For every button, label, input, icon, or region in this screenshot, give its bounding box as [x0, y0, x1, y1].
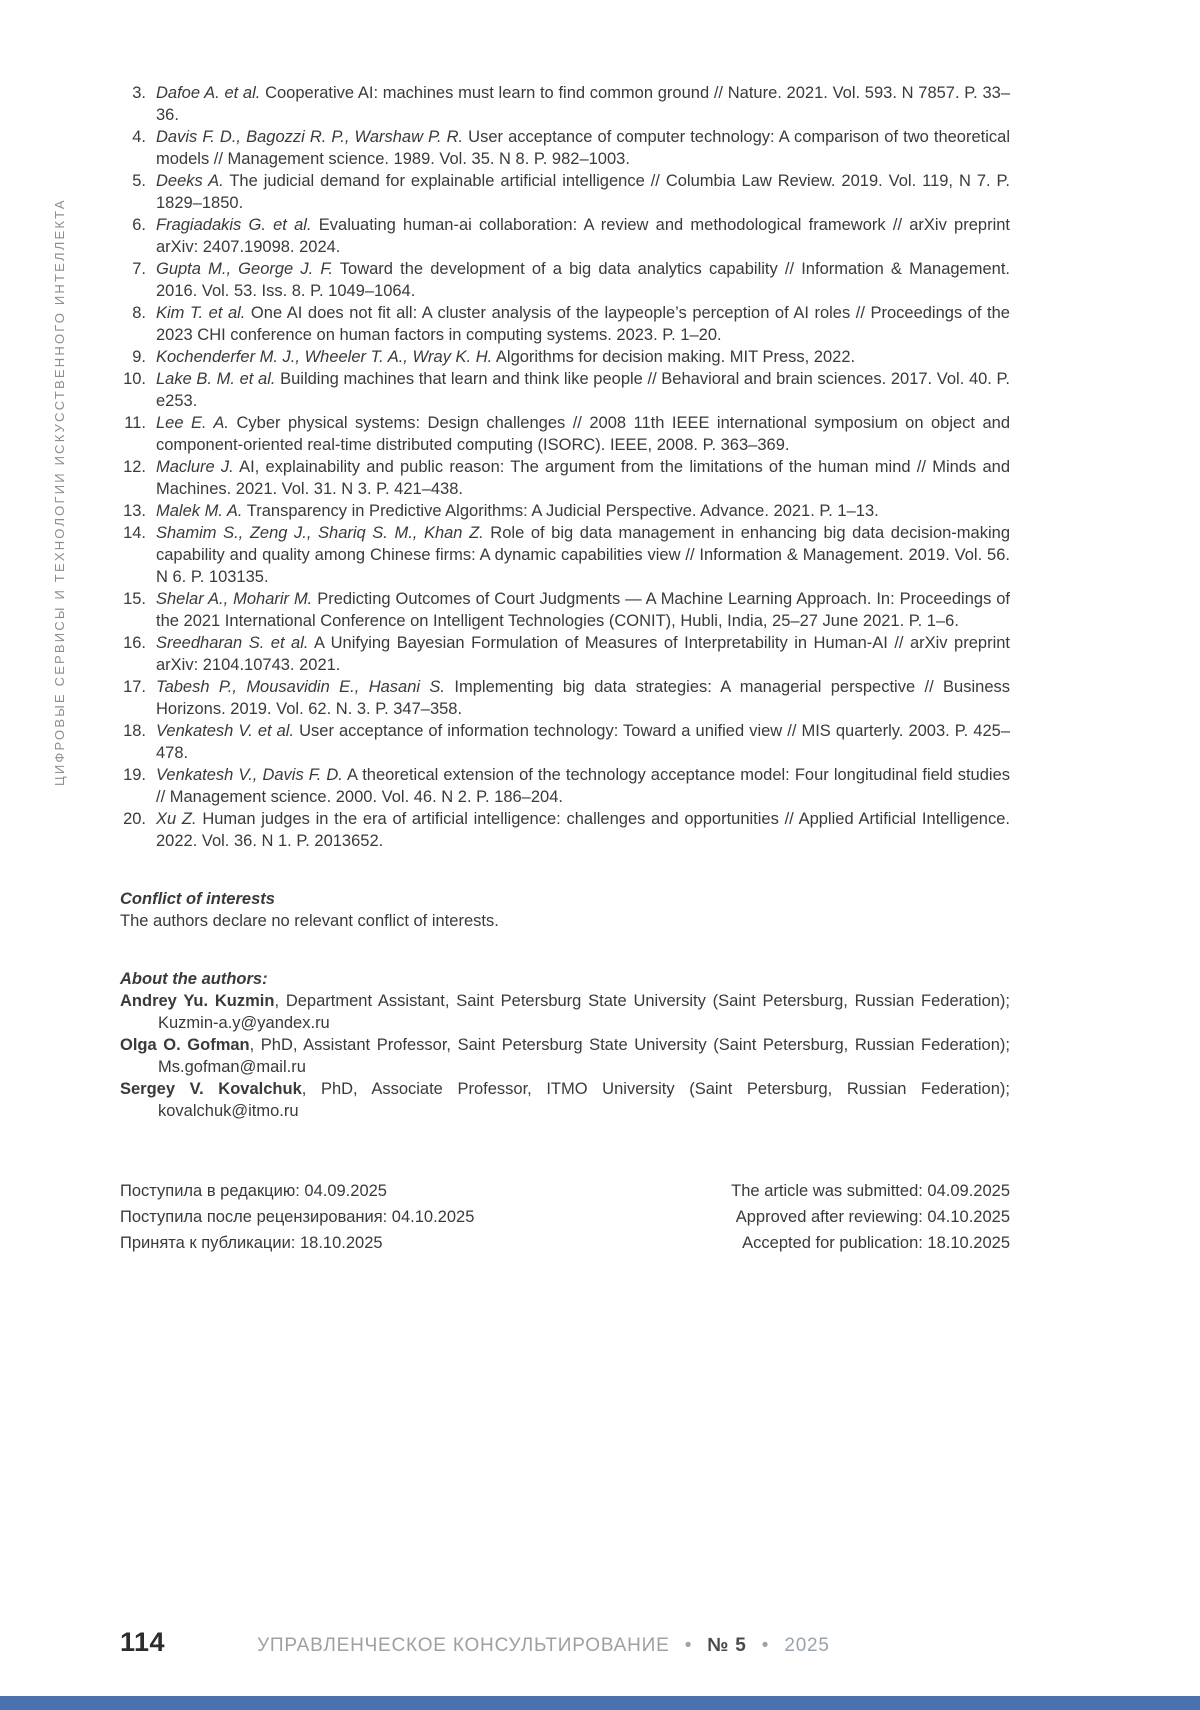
- reference-text: Cyber physical systems: Design challenges // 2008 11th IEEE international symposium on object and component-oriented real-time distributed computing (ISORC). IEEE, 2008. P. 363–369.: [156, 414, 1010, 454]
- reference-item: [120, 214, 1010, 258]
- reference-item: [120, 456, 1010, 500]
- reference-item: [120, 676, 1010, 720]
- reference-authors: Maclure J.: [156, 458, 234, 476]
- bottom-accent-bar: [0, 1696, 1200, 1710]
- reference-text: A Unifying Bayesian Formulation of Measures of Interpretability in Human-AI // arXiv preprint arXiv: 2104.10743. 2021.: [156, 634, 1010, 674]
- reference-body: [156, 632, 1010, 676]
- reference-authors: Deeks A.: [156, 172, 224, 190]
- reference-text: Human judges in the era of artificial intelligence: challenges and opportunities // Applied Artificial Intelligence. 2022. Vol. 36. N 1. P. 2013652.: [156, 810, 1010, 850]
- reference-item: [120, 588, 1010, 632]
- page-number: 114: [120, 1627, 166, 1657]
- reference-item: [120, 720, 1010, 764]
- reference-body: [156, 522, 1010, 588]
- conflict-of-interests-body: The authors declare no relevant conflict of interests.: [120, 912, 499, 930]
- reference-body: [156, 500, 1010, 522]
- reference-item: [120, 302, 1010, 346]
- reference-body: [156, 126, 1010, 170]
- reference-text: Cooperative AI: machines must learn to find common ground // Nature. 2021. Vol. 593. N 7857. P. 33–36.: [156, 84, 1010, 124]
- reference-body: [156, 170, 1010, 214]
- reference-body: [156, 764, 1010, 808]
- reference-authors: Davis F. D., Bagozzi R. P., Warshaw P. R.: [156, 128, 464, 146]
- date-line: Поступила после рецензирования: 04.10.2025: [120, 1208, 475, 1226]
- reference-authors: Malek M. A.: [156, 502, 243, 520]
- reference-text: A theoretical extension of the technology acceptance model: Four longitudinal field studies // Management science. 2000. Vol. 46. N 2. P. 186–204.: [156, 766, 1010, 806]
- reference-authors: Gupta M., George J. F.: [156, 260, 333, 278]
- reference-body: [156, 258, 1010, 302]
- page-footer: [120, 1627, 830, 1658]
- reference-text: User acceptance of computer technology: A comparison of two theoretical models // Management science. 1989. Vol. 35. N 8. P. 982–1003.: [156, 128, 1010, 168]
- reference-text: Evaluating human-ai collaboration: A review and methodological framework // arXiv preprint arXiv: 2407.19098. 2024.: [156, 216, 1010, 256]
- date-line: Принята к публикации: 18.10.2025: [120, 1234, 383, 1252]
- reference-text: Implementing big data strategies: A managerial perspective // Business Horizons. 2019. Vol. 62. N. 3. P. 347–358.: [156, 678, 1011, 718]
- reference-body: [156, 808, 1010, 852]
- reference-item: [120, 764, 1010, 808]
- reference-number: 5.: [132, 172, 146, 190]
- reference-authors: Kochenderfer M. J., Wheeler T. A., Wray K. H.: [156, 348, 493, 366]
- author-entry: [120, 1078, 1010, 1122]
- reference-text: User acceptance of information technology: Toward a unified view // MIS quarterly. 2003. P. 425–478.: [156, 722, 1010, 762]
- reference-authors: Lake B. M. et al.: [156, 370, 276, 388]
- reference-text: Toward the development of a big data analytics capability // Information & Management. 2016. Vol. 53. Iss. 8. P. 1049–1064.: [156, 260, 1010, 300]
- reference-body: [156, 214, 1010, 258]
- reference-item: [120, 82, 1010, 126]
- date-line: Accepted for publication: 18.10.2025: [742, 1234, 1010, 1252]
- reference-body: [156, 588, 1010, 632]
- reference-item: [120, 368, 1010, 412]
- dates-en-column: [731, 1178, 1010, 1256]
- reference-number: 14.: [123, 524, 146, 542]
- reference-item: [120, 126, 1010, 170]
- authors-list: [120, 990, 1010, 1122]
- journal-footer-line: [257, 1635, 830, 1657]
- reference-authors: Xu Z.: [156, 810, 197, 828]
- reference-number: 19.: [123, 766, 146, 784]
- submission-dates: [120, 1178, 1010, 1256]
- reference-body: [156, 676, 1010, 720]
- reference-number: 9.: [132, 348, 146, 366]
- reference-body: [156, 82, 1010, 126]
- author-entry: [120, 990, 1010, 1034]
- reference-authors: Tabesh P., Mousavidin E., Hasani S.: [156, 678, 446, 696]
- author-details: , PhD, Assistant Professor, Saint Petersburg State University (Saint Petersburg, Russian Federation); Ms.gofman@mail.ru: [158, 1036, 1010, 1076]
- reference-authors: Lee E. A.: [156, 414, 230, 432]
- reference-number: 4.: [132, 128, 146, 146]
- reference-number: 13.: [123, 502, 146, 520]
- reference-item: [120, 500, 1010, 522]
- reference-item: [120, 808, 1010, 852]
- reference-text: One AI does not fit all: A cluster analysis of the laypeople’s perception of AI roles // Proceedings of the 2023 CHI conference on human factors in computing systems. 2023. P. 1–20.: [156, 304, 1010, 344]
- reference-number: 16.: [123, 634, 146, 652]
- reference-number: 17.: [123, 678, 146, 696]
- reference-number: 15.: [123, 590, 146, 608]
- journal-year: 2025: [784, 1635, 830, 1656]
- reference-authors: Sreedharan S. et al.: [156, 634, 309, 652]
- journal-issue-number: № 5: [707, 1635, 747, 1656]
- reference-number: 12.: [123, 458, 146, 476]
- reference-number: 6.: [132, 216, 146, 234]
- author-details: , PhD, Associate Professor, ITMO University (Saint Petersburg, Russian Federation); kovalchuk@itmo.ru: [158, 1080, 1010, 1120]
- reference-authors: Dafoe A. et al.: [156, 84, 261, 102]
- journal-title: УПРАВЛЕНЧЕСКОЕ КОНСУЛЬТИРОВАНИЕ: [257, 1635, 670, 1656]
- reference-text: Transparency in Predictive Algorithms: A Judicial Perspective. Advance. 2021. P. 1–13.: [242, 502, 879, 520]
- reference-number: 10.: [123, 370, 146, 388]
- reference-text: The judicial demand for explainable artificial intelligence // Columbia Law Review. 2019. Vol. 119, N 7. P. 1829–1850.: [156, 172, 1010, 212]
- reference-body: [156, 302, 1010, 346]
- reference-number: 20.: [123, 810, 146, 828]
- dates-ru-column: [120, 1178, 474, 1256]
- page-content: [120, 82, 1010, 1256]
- reference-item: [120, 258, 1010, 302]
- reference-item: [120, 632, 1010, 676]
- reference-authors: Venkatesh V., Davis F. D.: [156, 766, 343, 784]
- section-vertical-label: ЦИФРОВЫЕ СЕРВИСЫ И ТЕХНОЛОГИИ ИСКУССТВЕННОГО ИНТЕЛЛЕКТА: [52, 198, 67, 786]
- reference-item: [120, 412, 1010, 456]
- footer-bullet: •: [761, 1635, 770, 1656]
- author-name: Olga O. Gofman: [120, 1036, 250, 1054]
- reference-authors: Shamim S., Zeng J., Shariq S. M., Khan Z.: [156, 524, 484, 542]
- about-authors-heading: About the authors:: [120, 970, 268, 988]
- reference-text: Predicting Outcomes of Court Judgments — A Machine Learning Approach. In: Proceedings of the 2021 International Conference on Intelligent Technologies (CONIT), Hubli, India, 25–27 June 2021. P. 1–6.: [156, 590, 1010, 630]
- reference-text: Algorithms for decision making. MIT Press, 2022.: [492, 348, 856, 366]
- author-details: , Department Assistant, Saint Petersburg State University (Saint Petersburg, Russian Federation); Kuzmin-a.y@yandex.ru: [158, 992, 1010, 1032]
- reference-body: [156, 456, 1010, 500]
- author-name: Andrey Yu. Kuzmin: [120, 992, 275, 1010]
- reference-text: Building machines that learn and think like people // Behavioral and brain sciences. 2017. Vol. 40. P. e253.: [156, 370, 1010, 410]
- reference-number: 8.: [132, 304, 146, 322]
- reference-authors: Shelar A., Moharir M.: [156, 590, 313, 608]
- reference-authors: Fragiadakis G. et al.: [156, 216, 312, 234]
- reference-body: [156, 412, 1010, 456]
- reference-item: [120, 522, 1010, 588]
- conflict-of-interests-heading: Conflict of interests: [120, 890, 275, 908]
- author-name: Sergey V. Kovalchuk: [120, 1080, 302, 1098]
- date-line: Поступила в редакцию: 04.09.2025: [120, 1182, 387, 1200]
- reference-text: AI, explainability and public reason: The argument from the limitations of the human mind // Minds and Machines. 2021. Vol. 31. N 3. P. 421–438.: [156, 458, 1010, 498]
- reference-authors: Venkatesh V. et al.: [156, 722, 295, 740]
- footer-bullet: •: [684, 1635, 693, 1656]
- reference-number: 3.: [132, 84, 146, 102]
- reference-item: [120, 170, 1010, 214]
- reference-number: 7.: [132, 260, 146, 278]
- reference-body: [156, 720, 1010, 764]
- reference-item: [120, 346, 1010, 368]
- date-line: The article was submitted: 04.09.2025: [731, 1182, 1010, 1200]
- reference-text: Role of big data management in enhancing big data decision-making capability and quality among Chinese firms: A dynamic capabilities view // Information & Management. 2019. Vol. 56. N 6. P. 103135.: [156, 524, 1010, 586]
- author-entry: [120, 1034, 1010, 1078]
- reference-authors: Kim T. et al.: [156, 304, 246, 322]
- reference-number: 11.: [124, 414, 146, 432]
- reference-number: 18.: [123, 722, 146, 740]
- references-list: [120, 82, 1010, 852]
- reference-body: [156, 346, 1010, 368]
- date-line: Approved after reviewing: 04.10.2025: [735, 1208, 1010, 1226]
- reference-body: [156, 368, 1010, 412]
